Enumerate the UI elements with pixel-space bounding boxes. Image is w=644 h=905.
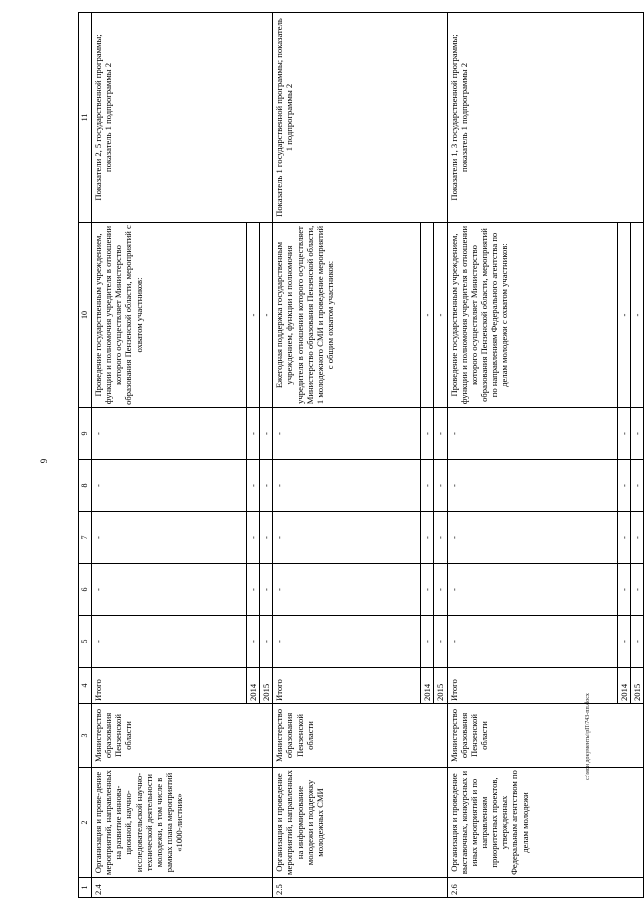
total-value: - xyxy=(92,460,247,512)
header-cell: 4 xyxy=(79,668,92,704)
year-value: - xyxy=(617,460,630,512)
total-value: - xyxy=(273,564,421,616)
executor: Министерство образования Пензенской области xyxy=(92,704,273,768)
year-value: - xyxy=(260,460,273,512)
total-value: - xyxy=(273,408,421,460)
year-indicator: - xyxy=(260,223,273,408)
year-label: 2014 xyxy=(617,668,630,704)
table-header-row xyxy=(79,13,92,898)
footer-file-path: c:\мои документы\рП\743-пп.docx xyxy=(585,693,591,780)
executor: Министерство образования Пензенской области xyxy=(447,704,643,768)
year-label: 2015 xyxy=(260,668,273,704)
indicator-text: Ежегодная поддержка государственным учреждением, функции и полномочия учредителя в отношении которого осуществляет Министерство образования Пензенской области, 1 молодежного СМИ и проведение мероприятий с общим охватом участников: xyxy=(273,223,421,408)
total-label: Итого xyxy=(92,668,247,704)
total-value: - xyxy=(447,616,617,668)
table-row xyxy=(447,13,617,898)
year-indicator: - xyxy=(247,223,260,408)
year-label: 2015 xyxy=(630,668,643,704)
activity-name: Организация и проведение мероприятий, направленных на информирование молодежи и поддержку молодежных СМИ xyxy=(273,768,447,878)
program-table xyxy=(78,12,644,898)
target-indicator: Показатели 1, 3 государственной программы; показатель 1 подпрограммы 2 xyxy=(447,13,643,223)
year-indicator: - xyxy=(421,223,434,408)
year-value: - xyxy=(247,408,260,460)
year-value: - xyxy=(247,564,260,616)
year-value: - xyxy=(630,512,643,564)
header-cell: 1 xyxy=(79,878,92,898)
year-indicator: - xyxy=(617,223,630,408)
year-value: - xyxy=(434,512,447,564)
target-indicator: Показатель 1 государственной программы; показатель 1 подпрограммы 2 xyxy=(273,13,447,223)
header-cell: 10 xyxy=(79,223,92,408)
header-cell: 9 xyxy=(79,408,92,460)
year-value: - xyxy=(260,564,273,616)
year-value: - xyxy=(421,408,434,460)
total-value: - xyxy=(273,460,421,512)
year-indicator: - xyxy=(630,223,643,408)
year-label: 2014 xyxy=(247,668,260,704)
total-value: - xyxy=(273,616,421,668)
activity-name: Организация и проведение выставочных, конкурсных и иных мероприятий и по направлениям приоритетных проектов, утвержденных Федеральным агентством по делам молодежи xyxy=(447,768,643,878)
total-value: - xyxy=(447,512,617,564)
target-indicator: Показатели 2, 5 государственной программы; показатель 1 подпрограммы 2 xyxy=(92,13,273,223)
header-cell: 5 xyxy=(79,616,92,668)
table-row xyxy=(92,13,247,898)
year-value: - xyxy=(421,564,434,616)
year-value: - xyxy=(421,460,434,512)
year-value: - xyxy=(434,564,447,616)
row-number: 2.5 xyxy=(273,878,447,898)
executor: Министерство образования Пензенской области xyxy=(273,704,447,768)
year-value: - xyxy=(260,616,273,668)
year-value: - xyxy=(247,512,260,564)
year-value: - xyxy=(617,512,630,564)
total-value: - xyxy=(447,564,617,616)
table-row xyxy=(273,13,421,898)
total-value: - xyxy=(447,460,617,512)
rotated-table-container xyxy=(78,13,642,898)
activity-name: Организация и прове-дение мероприятий, направленных на развитие иннова-ционной, научно-исследовательской научно-технической деятельности молодежи, в том числе в рамках плана мероприятий «1000-листник» xyxy=(92,768,273,878)
year-value: - xyxy=(247,616,260,668)
year-label: 2014 xyxy=(421,668,434,704)
header-cell: 3 xyxy=(79,704,92,768)
total-value: - xyxy=(92,564,247,616)
year-value: - xyxy=(630,408,643,460)
header-cell: 7 xyxy=(79,512,92,564)
year-value: - xyxy=(434,616,447,668)
year-value: - xyxy=(247,460,260,512)
header-cell: 8 xyxy=(79,460,92,512)
total-label: Итого xyxy=(273,668,421,704)
total-value: - xyxy=(92,512,247,564)
year-value: - xyxy=(260,512,273,564)
year-value: - xyxy=(617,408,630,460)
year-value: - xyxy=(617,616,630,668)
header-cell: 6 xyxy=(79,564,92,616)
year-label: 2015 xyxy=(434,668,447,704)
row-number: 2.6 xyxy=(447,878,643,898)
year-value: - xyxy=(630,564,643,616)
indicator-text: Проведение государственным учреждением, функции и полномочия учредителя в отношении которого осуществляет Министерство образования Пензенской области, мероприятий с охватом участников: xyxy=(92,223,247,408)
total-value: - xyxy=(92,408,247,460)
page-number: 9 xyxy=(39,458,49,464)
year-value: - xyxy=(421,512,434,564)
year-value: - xyxy=(630,460,643,512)
year-value: - xyxy=(260,408,273,460)
header-cell: 2 xyxy=(79,768,92,878)
year-indicator: - xyxy=(434,223,447,408)
total-value: - xyxy=(447,408,617,460)
year-value: - xyxy=(617,564,630,616)
total-value: - xyxy=(92,616,247,668)
year-value: - xyxy=(434,408,447,460)
total-value: - xyxy=(273,512,421,564)
indicator-text: Проведение государственным учреждением, функции и полномочия учредителя в отношении которого осуществляет Министерство образования Пензенской области, мероприятий по направлениям Федерального агентства по делам молодежи с охватом участников: xyxy=(447,223,617,408)
year-value: - xyxy=(421,616,434,668)
header-cell: 11 xyxy=(79,13,92,223)
year-value: - xyxy=(630,616,643,668)
total-label: Итого xyxy=(447,668,617,704)
row-number: 2.4 xyxy=(92,878,273,898)
year-value: - xyxy=(434,460,447,512)
